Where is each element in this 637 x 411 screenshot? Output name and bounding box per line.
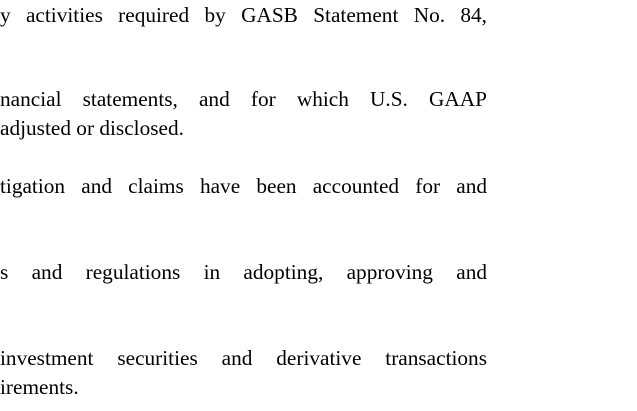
text-line-gasb-activities: y activities required by GASB Statement No. 84, <box>0 3 487 27</box>
text-line-financial-statements: nancial statements, and for which U.S. GAAP <box>0 87 487 111</box>
text-line-litigation-claims: tigation and claims have been accounted for and <box>0 174 487 198</box>
text-line-adjusted-disclosed: adjusted or disclosed. <box>0 116 184 140</box>
text-line-requirements: irements. <box>0 375 79 399</box>
text-line-investment-securities: investment securities and derivative transactions <box>0 346 487 370</box>
text-line-laws-regulations: s and regulations in adopting, approving and <box>0 260 487 284</box>
